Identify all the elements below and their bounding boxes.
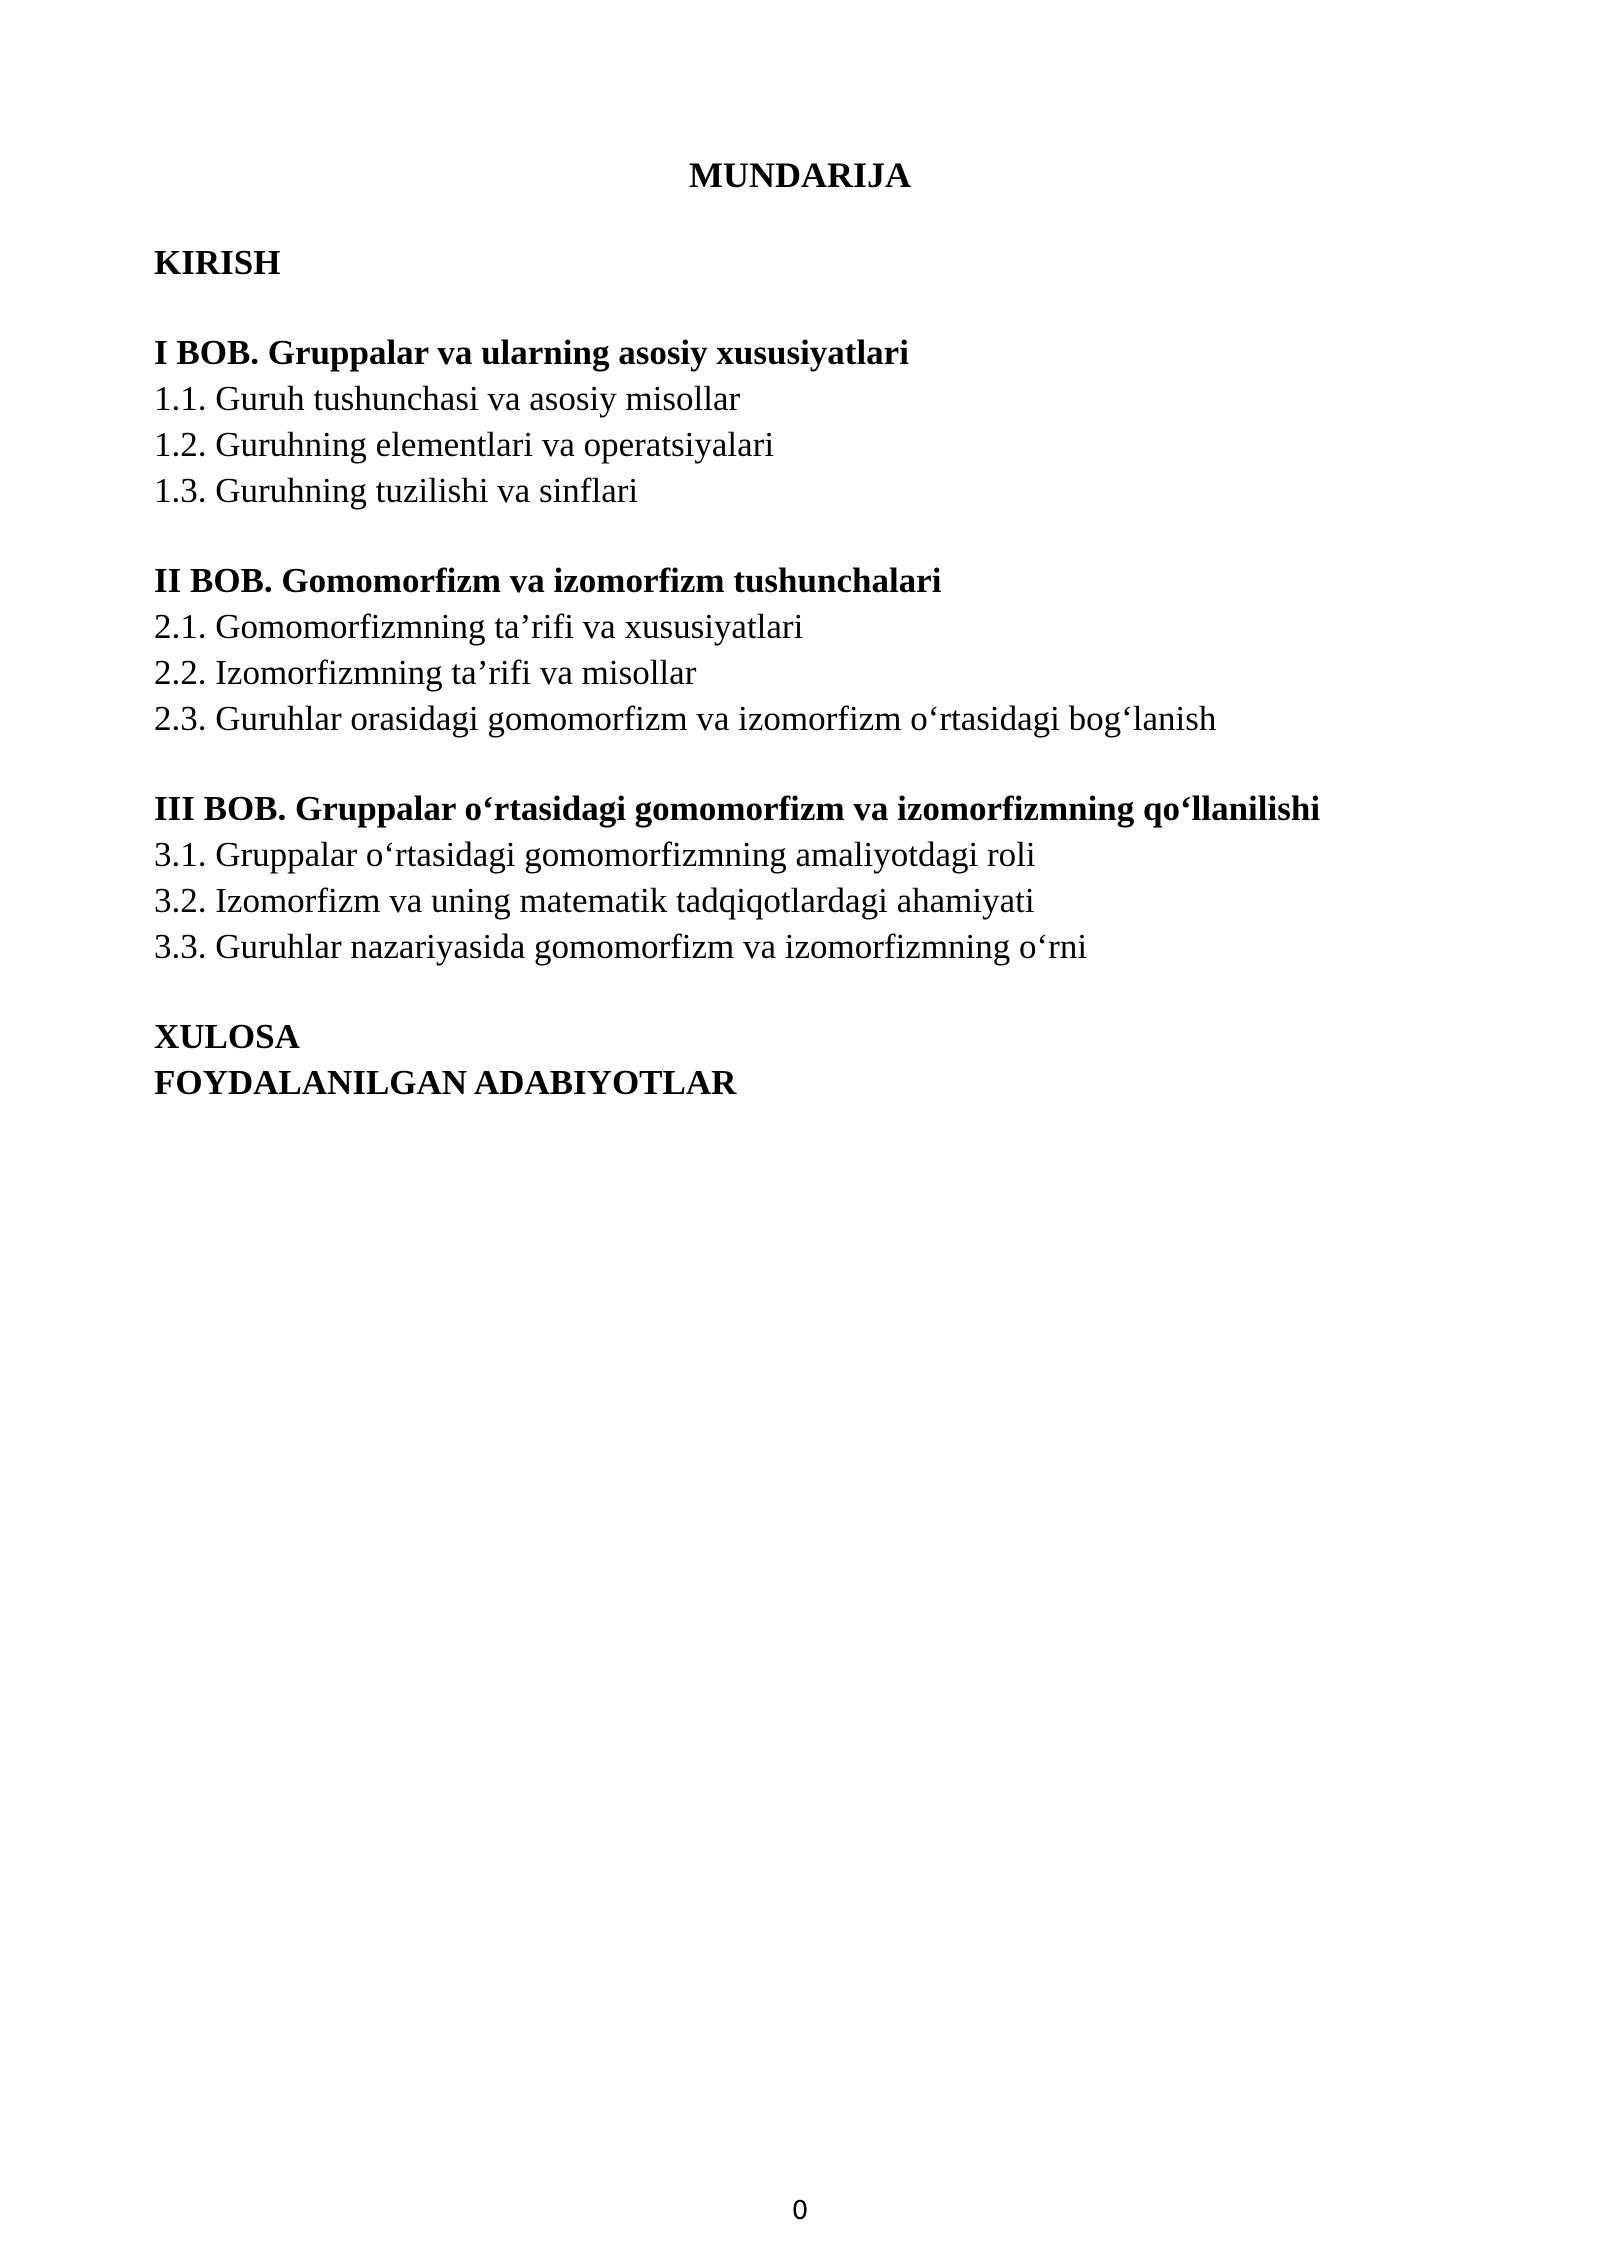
toc-chapter-3-heading: III BOB. Gruppalar o‘rtasidagi gomomorfizm va izomorfizmning qo‘llanilishi [154, 789, 1321, 828]
toc-section-1-3: 1.3. Guruhning tuzilishi va sinflari [154, 471, 639, 510]
toc-intro: KIRISH [154, 243, 281, 282]
toc-section-2-3: 2.3. Guruhlar orasidagi gomomorfizm va izomorfizm o‘rtasidagi bog‘lanish [154, 699, 1217, 738]
page-title: MUNDARIJA [689, 155, 911, 195]
toc-section-2-1: 2.1. Gomomorfizmning ta’rifi va xususiyatlari [154, 607, 804, 646]
table-of-contents [154, 240, 1554, 1106]
toc-conclusion: XULOSA [154, 1017, 300, 1056]
toc-spacer [154, 514, 1554, 558]
toc-section-3-3: 3.3. Guruhlar nazariyasida gomomorfizm va izomorfizmning o‘rni [154, 927, 1088, 966]
toc-chapter-1-heading: I BOB. Gruppalar va ularning asosiy xususiyatlari [154, 333, 909, 372]
toc-section-3-2: 3.2. Izomorfizm va uning matematik tadqiqotlardagi ahamiyati [154, 881, 1035, 920]
toc-section-2-2: 2.2. Izomorfizmning ta’rifi va misollar [154, 653, 697, 692]
toc-spacer [154, 286, 1554, 330]
toc-spacer [154, 742, 1554, 786]
toc-chapter-2-heading: II BOB. Gomomorfizm va izomorfizm tushunchalari [154, 561, 942, 600]
toc-section-1-2: 1.2. Guruhning elementlari va operatsiyalari [154, 425, 775, 464]
toc-spacer [154, 970, 1554, 1014]
toc-section-1-1: 1.1. Guruh tushunchasi va asosiy misollar [154, 379, 741, 418]
page-number: 0 [791, 2196, 809, 2226]
toc-references: FOYDALANILGAN ADABIYOTLAR [154, 1063, 737, 1102]
toc-section-3-1: 3.1. Gruppalar o‘rtasidagi gomomorfizmning amaliyotdagi roli [154, 835, 1036, 874]
